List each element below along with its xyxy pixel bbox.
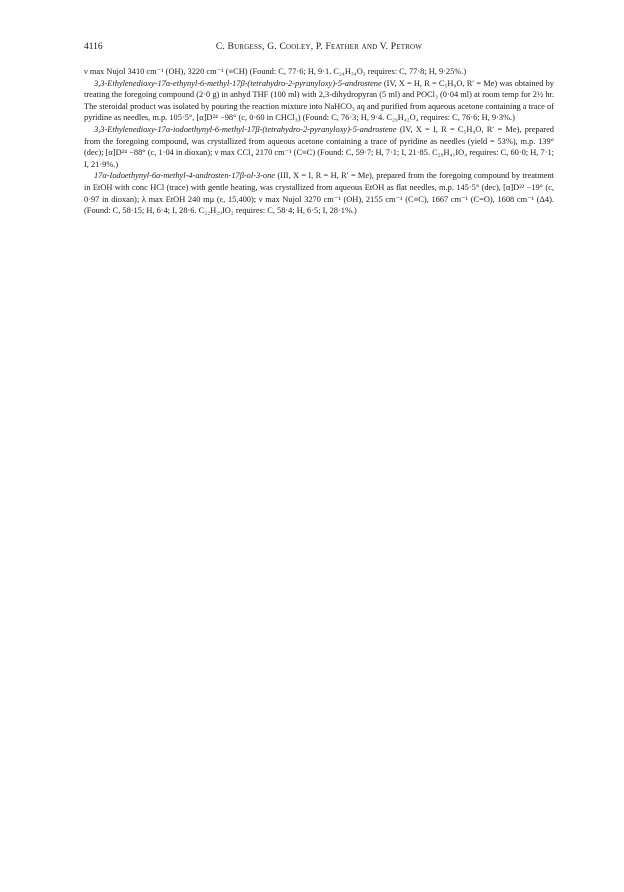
paragraph-pyranyloxy-iodoethynyl (84, 124, 554, 170)
paragraph-text: (IV, X = I, R = C₅H₉O, R′ = Me), prepared from the foregoing compound, was crystallized from aqueous acetone containing a trace of pyridine as needles (yield = 53%), m.p. 139° (dec); [α]D²⁴ −88° (c, 1·04 in dioxan); ν max CCl₄ 2170 cm⁻¹ (C≡C) (Found: C, 59·7; H, 7·1; I, 21·85. C₂₉H₄₁IO₄ requires: C, 60·0; H, 7·1; I, 21·9%.) (84, 124, 554, 169)
compound-name: 3,3-Ethylenedioxy-17α-iodoethynyl-6-methyl-17β-(tetrahydro-2-pyranyloxy)-5-androstene (94, 124, 397, 134)
page-header (84, 42, 554, 58)
experimental-text (84, 66, 554, 217)
compound-name: 17α-Iodoethynyl-6α-methyl-4-androsten-17β-ol-3-one (94, 171, 276, 181)
paragraph-ir-data (84, 66, 554, 78)
paragraph-pyranyloxy-ethynyl (84, 78, 554, 124)
paragraph-text: (IV, X = H, R = C₅H₉O, R′ = Me) was obtained by treating the foregoing compound (2·0 g) in anhyd THF (100 ml) with 2,3-dihydropyran (5 ml) and POCl₃ (0·04 ml) at room temp for 2½ hr. The steroidal product was isolated by pouring the reaction mixture into NaHCO₃ aq and purified from aqueous acetone containing a trace of pyridine as needles, m.p. 105·5°, [α]D²⁴ −98° (c, 0·60 in CHCl₃) (Found: C, 76·3; H, 9·4. C₂₉H₄₂O₄ requires: C, 76·6; H, 9·3%.) (84, 78, 554, 123)
page-number: 4116 (84, 42, 103, 52)
paragraph-iodoethynyl-androstenone (84, 170, 554, 216)
running-head: C. Burgess, G. Cooley, P. Feather and V. Petrow (215, 42, 423, 52)
paragraph-text: (III, X = I, R = H, R′ = Me), prepared from the foregoing compound by treatment in EtOH with conc HCl (trace) with gentle heating, was crystallized from aqueous EtOH as flat needles, m.p. 145·5° (dec), [α]D²² −19° (c, 0·97 in dioxan); λ max EtOH 240 mμ (ε, 15,400); ν max Nujol 3270 cm⁻¹ (OH), 2155 cm⁻¹ (C≡C), 1667 cm⁻¹ (C=O), 1608 cm⁻¹ (Δ4). (Found: C, 58·15; H, 6·4; I, 28·6. C₂₂H₂₉IO₂ requires: C, 58·4; H, 6·5; I, 28·1%.) (84, 171, 554, 216)
compound-name: 3,3-Ethylenedioxy-17α-ethynyl-6-methyl-17β-(tetrahydro-2-pyranyloxy)-5-androstene (94, 78, 382, 88)
paragraph-text: ν max Nujol 3410 cm⁻¹ (OH), 3220 cm⁻¹ (≡CH) (Found: C, 77·6; H, 9·1. C₂₄H₃₄O₃ requires: C, 77·8; H, 9·25%.) (84, 67, 467, 76)
